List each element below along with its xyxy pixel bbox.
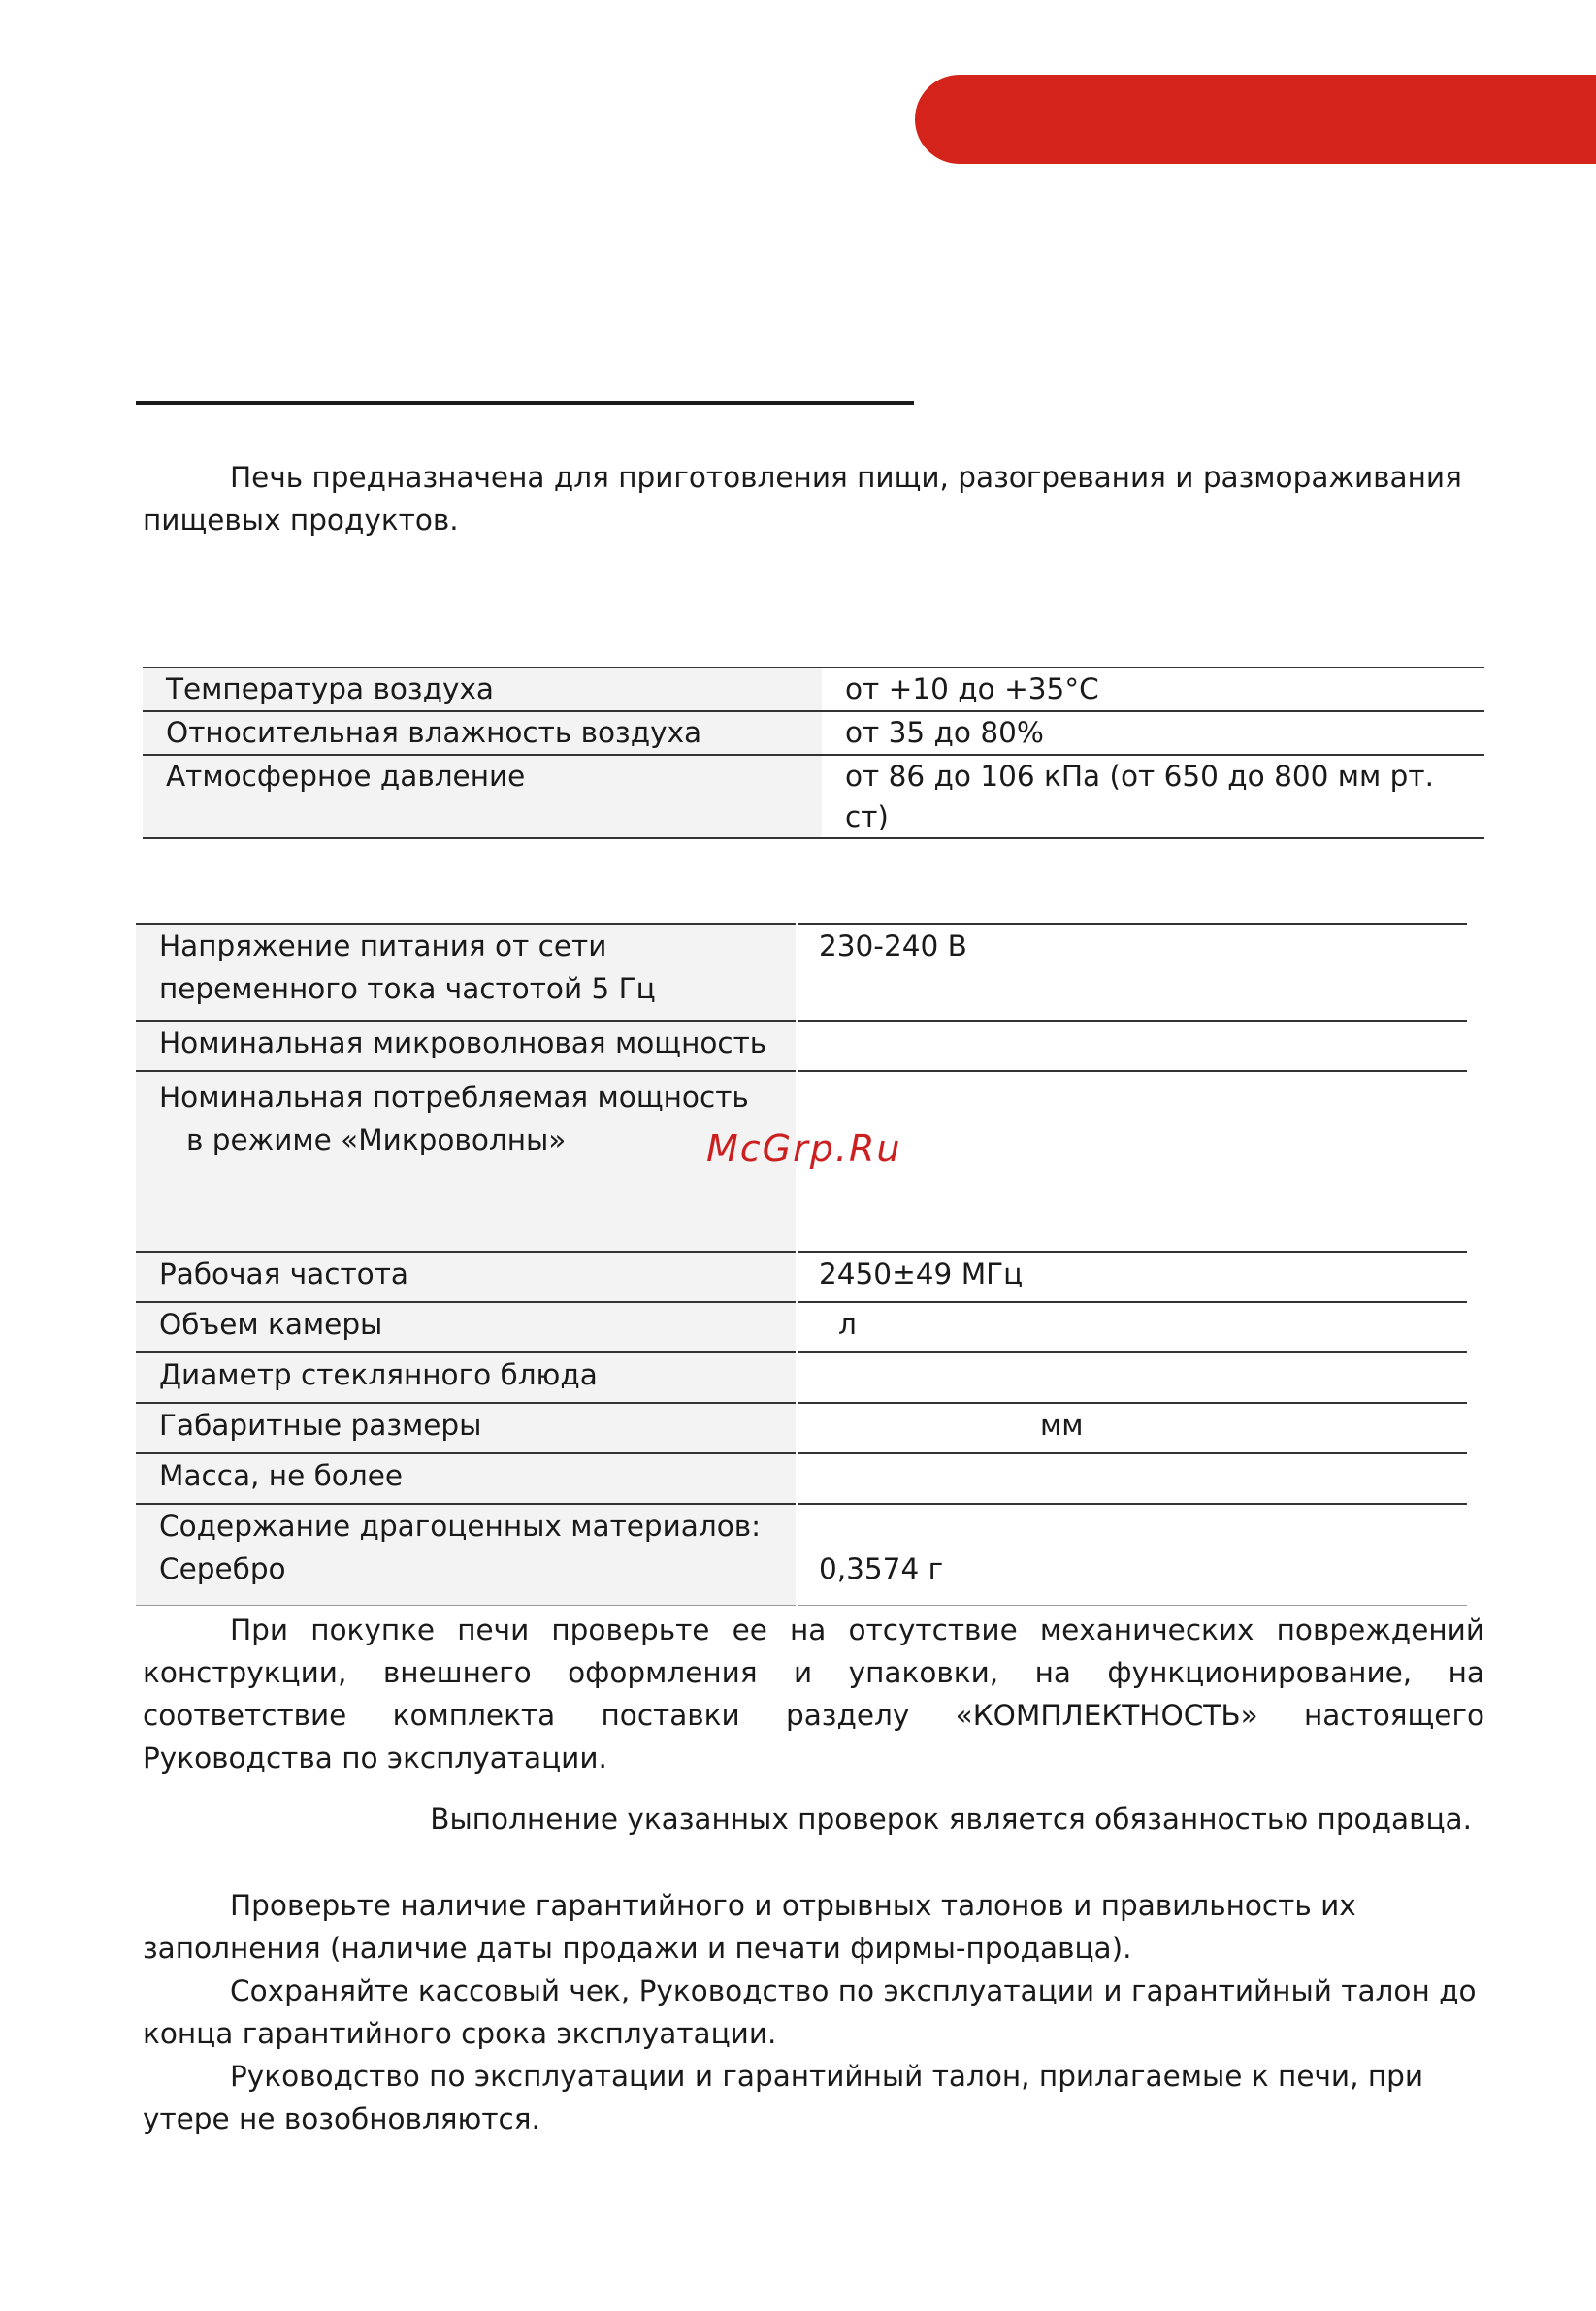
precious-label: Содержание драгоценных материалов: xyxy=(159,1510,762,1543)
dimensions-label: Габаритные размеры xyxy=(136,1403,797,1453)
coupons-text: Проверьте наличие гарантийного и отрывных талонов и правильность их заполнения (наличие даты продажи и печати фирмы-продавца). xyxy=(143,1889,1356,1965)
not-renewed-paragraph xyxy=(143,2055,1484,2140)
section-title-rule xyxy=(136,401,914,405)
condition-label: Относительная влажность воздуха xyxy=(143,711,822,755)
table-row xyxy=(143,755,1484,838)
mass-value xyxy=(797,1453,1467,1504)
spec-label xyxy=(136,1504,797,1605)
intro-paragraph xyxy=(143,456,1484,541)
plate-value xyxy=(797,1352,1467,1403)
not-renewed-text: Руководство по эксплуатации и гарантийный талон, прилагаемые к печи, при утере не возобновляются. xyxy=(143,2060,1424,2135)
header-red-tab xyxy=(915,75,1596,164)
silver-value: 0,3574 г xyxy=(819,1552,944,1585)
table-row xyxy=(136,1302,1467,1352)
condition-value: от 35 до 80% xyxy=(845,716,1044,749)
spec-label xyxy=(136,1071,797,1252)
mass-label: Масса, не более xyxy=(136,1453,797,1504)
table-row xyxy=(136,1403,1467,1453)
mw-power-label: Номинальная микроволновая мощность xyxy=(136,1021,797,1071)
frequency-label: Рабочая частота xyxy=(136,1252,797,1302)
intro-text: Печь предназначена для приготовления пищи, разогревания и размораживания пищевых продуктов. xyxy=(143,461,1462,537)
purchase-check-paragraph xyxy=(143,1609,1484,1779)
voltage-value: 230-240 В xyxy=(797,924,1467,1021)
seller-duty-paragraph: Выполнение указанных проверок является обязанностью продавца. xyxy=(430,1803,1472,1836)
volume-label: Объем камеры xyxy=(136,1302,797,1352)
consumption-label-line-2: в режиме «Микроволны» xyxy=(186,1123,567,1156)
table-row xyxy=(136,924,1467,1021)
keep-receipt-text: Сохраняйте кассовый чек, Руководство по эксплуатации и гарантийный талон до конца гарантийного срока эксплуатации. xyxy=(143,1974,1477,2050)
consumption-label-line-1: Номинальная потребляемая мощность xyxy=(159,1081,749,1114)
table-row xyxy=(136,1252,1467,1302)
purchase-check-text: При покупке печи проверьте ее на отсутствие механических повреждений конструкции, внешнего оформления и упаковки, на функционирование, на соответствие комплекта поставки разделу «КОМПЛЕКТНОСТЬ» настоящего Руководства по эксплуатации. xyxy=(143,1613,1484,1774)
operating-conditions-table xyxy=(143,667,1484,839)
table-row xyxy=(136,1021,1467,1071)
voltage-label-line-2: переменного тока частотой 5 Гц xyxy=(159,972,656,1005)
keep-receipt-paragraph xyxy=(143,1969,1484,2055)
coupons-paragraph xyxy=(143,1884,1484,1969)
plate-label: Диаметр стеклянного блюда xyxy=(136,1352,797,1403)
condition-value: от +10 до +35°С xyxy=(845,672,1099,705)
technical-specs-table xyxy=(136,923,1467,1606)
table-row xyxy=(136,1504,1467,1605)
table-row xyxy=(143,667,1484,711)
mw-power-value xyxy=(797,1021,1467,1071)
spec-label xyxy=(136,924,797,1021)
dimensions-value: мм xyxy=(797,1403,1467,1453)
voltage-label-line-1: Напряжение питания от сети xyxy=(159,929,607,962)
table-row xyxy=(143,711,1484,755)
condition-label: Атмосферное давление xyxy=(143,755,822,838)
silver-label: Серебро xyxy=(159,1552,286,1585)
frequency-value: 2450±49 МГц xyxy=(797,1252,1467,1302)
spec-value xyxy=(797,1504,1467,1605)
table-row xyxy=(136,1352,1467,1403)
watermark-text: McGrp.Ru xyxy=(706,1127,902,1170)
condition-label: Температура воздуха xyxy=(143,667,822,711)
table-row xyxy=(136,1453,1467,1504)
volume-value: л xyxy=(797,1302,1467,1352)
condition-value: от 86 до 106 кПа (от 650 до 800 мм рт. ст) xyxy=(845,760,1434,833)
